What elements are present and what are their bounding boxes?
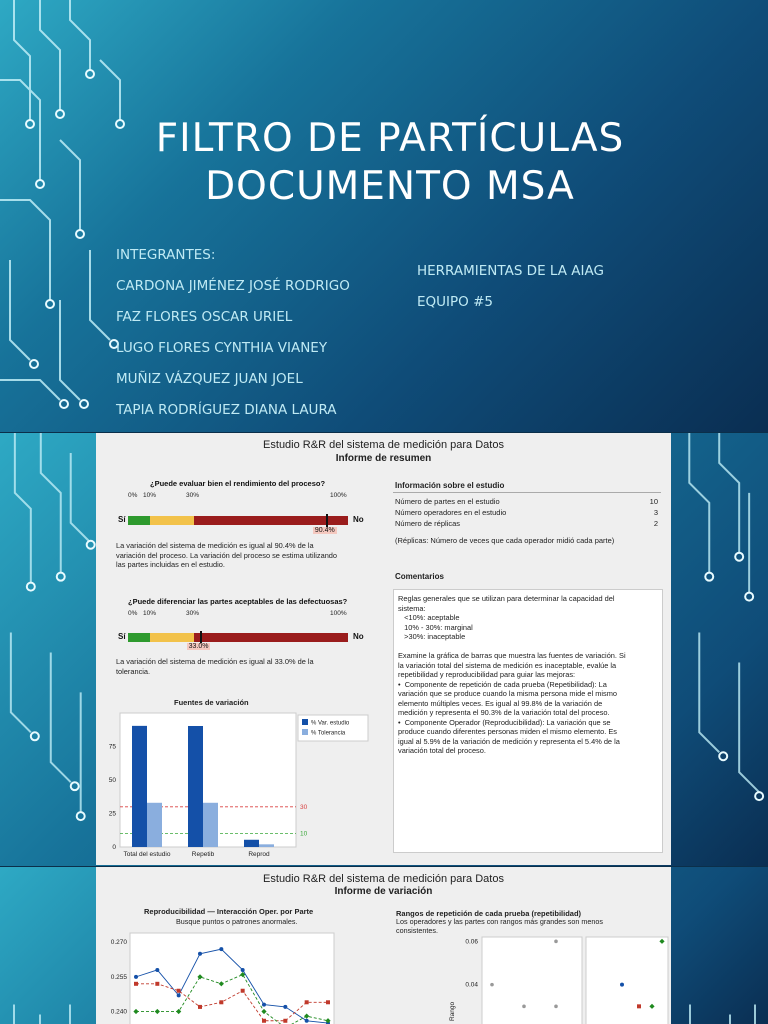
- scale-100: 100%: [330, 492, 347, 499]
- data-point: [198, 1005, 202, 1009]
- member-name: LUGO FLORES CYNTHIA VIANEY: [116, 340, 328, 356]
- data-point: [522, 1005, 526, 1009]
- title-line-2: DOCUMENTO MSA: [205, 164, 575, 209]
- comment-line: • Componente de repetición de cada prueba (Repetibilidad): La: [398, 679, 607, 689]
- slide-title: [60, 115, 720, 211]
- tolerance-bar: [128, 633, 348, 642]
- data-point: [198, 952, 202, 956]
- data-point: [219, 1000, 223, 1004]
- text-line: tolerancia.: [116, 666, 151, 676]
- comment-line: >30%: inaceptable: [398, 632, 466, 641]
- y-tick-label: 0.04: [465, 981, 478, 989]
- bar: [132, 726, 147, 847]
- comment-line: medición y representa el 90.3% de la variación total del proceso.: [398, 708, 610, 717]
- info-row-label: Número de réplicas: [395, 519, 461, 528]
- si-label: Sí: [118, 632, 126, 641]
- bar: [203, 803, 218, 847]
- q1-explanation: [116, 541, 376, 570]
- replicas-note: (Réplicas: Número de veces que cada operador midió cada parte): [395, 536, 615, 545]
- y-tick-label: 0.240: [110, 1008, 127, 1016]
- y-axis-label: Rango: [449, 1001, 456, 1021]
- y-tick-label: 75: [108, 743, 116, 751]
- data-point: [554, 940, 558, 944]
- comment-line: variación total del proceso.: [398, 746, 486, 755]
- text-line: La variación del sistema de medición es igual al 90.4% de la: [116, 541, 314, 550]
- plot-area: [130, 933, 334, 1024]
- range-chart-note-2: consistentes.: [396, 926, 438, 935]
- comment-line: repetibilidad y reproducibilidad para guiar las mejoras:: [398, 670, 576, 679]
- comment-line: Reglas generales que se utilizan para determinar la capacidad del: [398, 594, 615, 603]
- text-line: La variación del sistema de medición es igual al 33.0% de la: [116, 657, 314, 666]
- data-point: [305, 1019, 309, 1023]
- q2-explanation: [116, 657, 376, 676]
- no-label: No: [353, 632, 364, 641]
- x-tick-label: Reprod: [248, 851, 270, 858]
- range-chart-note-1: Los operadores y las partes con rangos más grandes son menos: [396, 917, 603, 926]
- scale-100: 100%: [330, 610, 347, 617]
- report-subtitle: Informe de resumen: [335, 453, 432, 464]
- data-point: [262, 1019, 266, 1023]
- data-point: [554, 1005, 558, 1009]
- comment-line: produce cuando diferentes personas miden el mismo elemento. Es: [398, 727, 617, 736]
- comments-box: [393, 589, 663, 853]
- value-label: 33.0%: [188, 643, 209, 650]
- summary-slide: [0, 433, 768, 866]
- minitab-summary-report: [96, 433, 671, 865]
- data-point: [155, 968, 159, 972]
- comments-heading: Comentarios: [395, 572, 444, 581]
- member-name: CARDONA JIMÉNEZ JOSÉ RODRIGO: [116, 278, 350, 294]
- comment-line: igual al 5.9% de la variación de medición y representa el 5.4% de la: [398, 736, 620, 746]
- reference-line-label: 10: [300, 830, 308, 838]
- comment-line: • Componente Operador (Reproducibilidad): La variación que se: [398, 717, 611, 727]
- reference-line-label: 30: [300, 803, 308, 811]
- interaction-chart-title: Reproducibilidad — Interacción Oper. por Parte: [144, 907, 314, 916]
- si-label: Sí: [118, 515, 126, 524]
- interaction-chart-note: Busque puntos o patrones anormales.: [176, 917, 298, 926]
- data-point: [283, 1005, 287, 1009]
- value-marker: [326, 514, 328, 527]
- report-title: Estudio R&R del sistema de medición para Datos: [263, 439, 504, 451]
- plot-panel-2: [586, 937, 668, 1024]
- chart-title: Fuentes de variación: [174, 698, 249, 707]
- scale-0: 0%: [128, 492, 138, 499]
- text-line: las partes incluidas en el estudio.: [116, 560, 225, 569]
- comments-text: [398, 594, 660, 756]
- bar: [259, 844, 274, 847]
- info-row-value: 2: [653, 519, 658, 528]
- members-list: [116, 240, 350, 426]
- comment-line: la variación total del sistema de medición es inaceptable, evalúe la: [398, 660, 617, 670]
- scale-10: 10%: [143, 492, 157, 499]
- comment-line: <10%: aceptable: [398, 613, 460, 622]
- comment-line: Examine la gráfica de barras que muestra las fuentes de variación. Si: [398, 651, 626, 660]
- scale-30: 30%: [186, 610, 200, 617]
- data-point: [262, 1003, 266, 1007]
- scale-30: 30%: [186, 492, 200, 499]
- legend-label: % Var. estudio: [311, 720, 350, 727]
- members-heading: INTEGRANTES:: [116, 247, 216, 263]
- data-point: [305, 1000, 309, 1004]
- report-title: Estudio R&R del sistema de medición para Datos: [263, 873, 504, 885]
- team-label: EQUIPO #5: [417, 294, 493, 310]
- data-point: [134, 975, 138, 979]
- info-row-label: Número operadores en el estudio: [395, 508, 507, 517]
- member-name: MUÑIZ VÁZQUEZ JUAN JOEL: [116, 371, 303, 387]
- comment-line: sistema:: [398, 603, 426, 613]
- study-info-heading: Información sobre el estudio: [395, 481, 505, 490]
- comment-line: elemento múltiples veces. Es igual al 99.8% de la variación de: [398, 698, 603, 708]
- data-point: [177, 989, 181, 993]
- tools-label: HERRAMIENTAS DE LA AIAG: [417, 263, 604, 279]
- data-point: [241, 968, 245, 972]
- legend-swatch: [302, 729, 308, 735]
- info-row-label: Número de partes en el estudio: [395, 497, 500, 506]
- divider: [393, 492, 661, 493]
- member-name: FAZ FLORES OSCAR URIEL: [116, 309, 293, 325]
- data-point: [155, 982, 159, 986]
- operator-part-interaction-chart: [96, 925, 381, 1024]
- info-row-value: 10: [649, 497, 658, 506]
- data-point: [637, 1004, 641, 1008]
- bar: [147, 803, 162, 847]
- y-tick-label: 0.06: [465, 938, 478, 946]
- data-point: [177, 993, 181, 997]
- data-point: [326, 1000, 330, 1004]
- y-tick-label: 0.270: [110, 939, 127, 947]
- scale-10: 10%: [143, 610, 157, 617]
- member-name: TAPIA RODRÍGUEZ DIANA LAURA: [116, 402, 337, 418]
- y-tick-label: 0: [112, 844, 116, 851]
- title-line-1: FILTRO DE PARTÍCULAS: [155, 116, 625, 161]
- text-line: variación del proceso. La variación del proceso se estima utilizando: [116, 550, 338, 560]
- data-point: [620, 983, 624, 987]
- range-chart-title: Rangos de repetición de cada prueba (repetibilidad): [396, 909, 582, 918]
- bar: [244, 840, 259, 847]
- scale-0: 0%: [128, 610, 138, 617]
- variation-slide: [0, 867, 768, 1024]
- capability-bar: [128, 516, 348, 525]
- question-2: ¿Puede diferenciar las partes aceptables de las defectuosas?: [128, 597, 348, 606]
- value-label: 90.4%: [314, 527, 335, 534]
- title-slide: [0, 0, 768, 432]
- plot-panel-1: [482, 937, 582, 1024]
- legend-label: % Tolerancia: [311, 730, 346, 737]
- chart-legend: [298, 715, 368, 741]
- team-info: [417, 256, 604, 318]
- sources-of-variation-chart: [96, 695, 386, 860]
- legend-box: [298, 715, 368, 741]
- x-tick-label: Repetib: [191, 851, 215, 858]
- info-row-value: 3: [653, 508, 658, 517]
- y-tick-label: 50: [108, 777, 116, 784]
- data-point: [490, 983, 494, 987]
- comment-line: variación que se produce cuando la misma persona mide el mismo: [398, 689, 617, 698]
- y-tick-label: 0.255: [110, 973, 127, 981]
- comment-line: [398, 642, 660, 652]
- repeatability-range-chart: [346, 933, 671, 1024]
- data-point: [219, 947, 223, 951]
- question-1: ¿Puede evaluar bien el rendimiento del proceso?: [150, 479, 326, 488]
- y-tick-label: 25: [108, 810, 116, 818]
- data-point: [283, 1019, 287, 1023]
- no-label: No: [353, 515, 364, 524]
- data-point: [134, 982, 138, 986]
- x-tick-label: Total del estudio: [123, 851, 171, 858]
- report-subtitle: Informe de variación: [334, 886, 433, 897]
- data-point: [241, 989, 245, 993]
- bar: [188, 726, 203, 847]
- legend-swatch: [302, 719, 308, 725]
- comment-line: 10% - 30%: marginal: [398, 622, 473, 632]
- minitab-variation-report: [96, 867, 671, 1024]
